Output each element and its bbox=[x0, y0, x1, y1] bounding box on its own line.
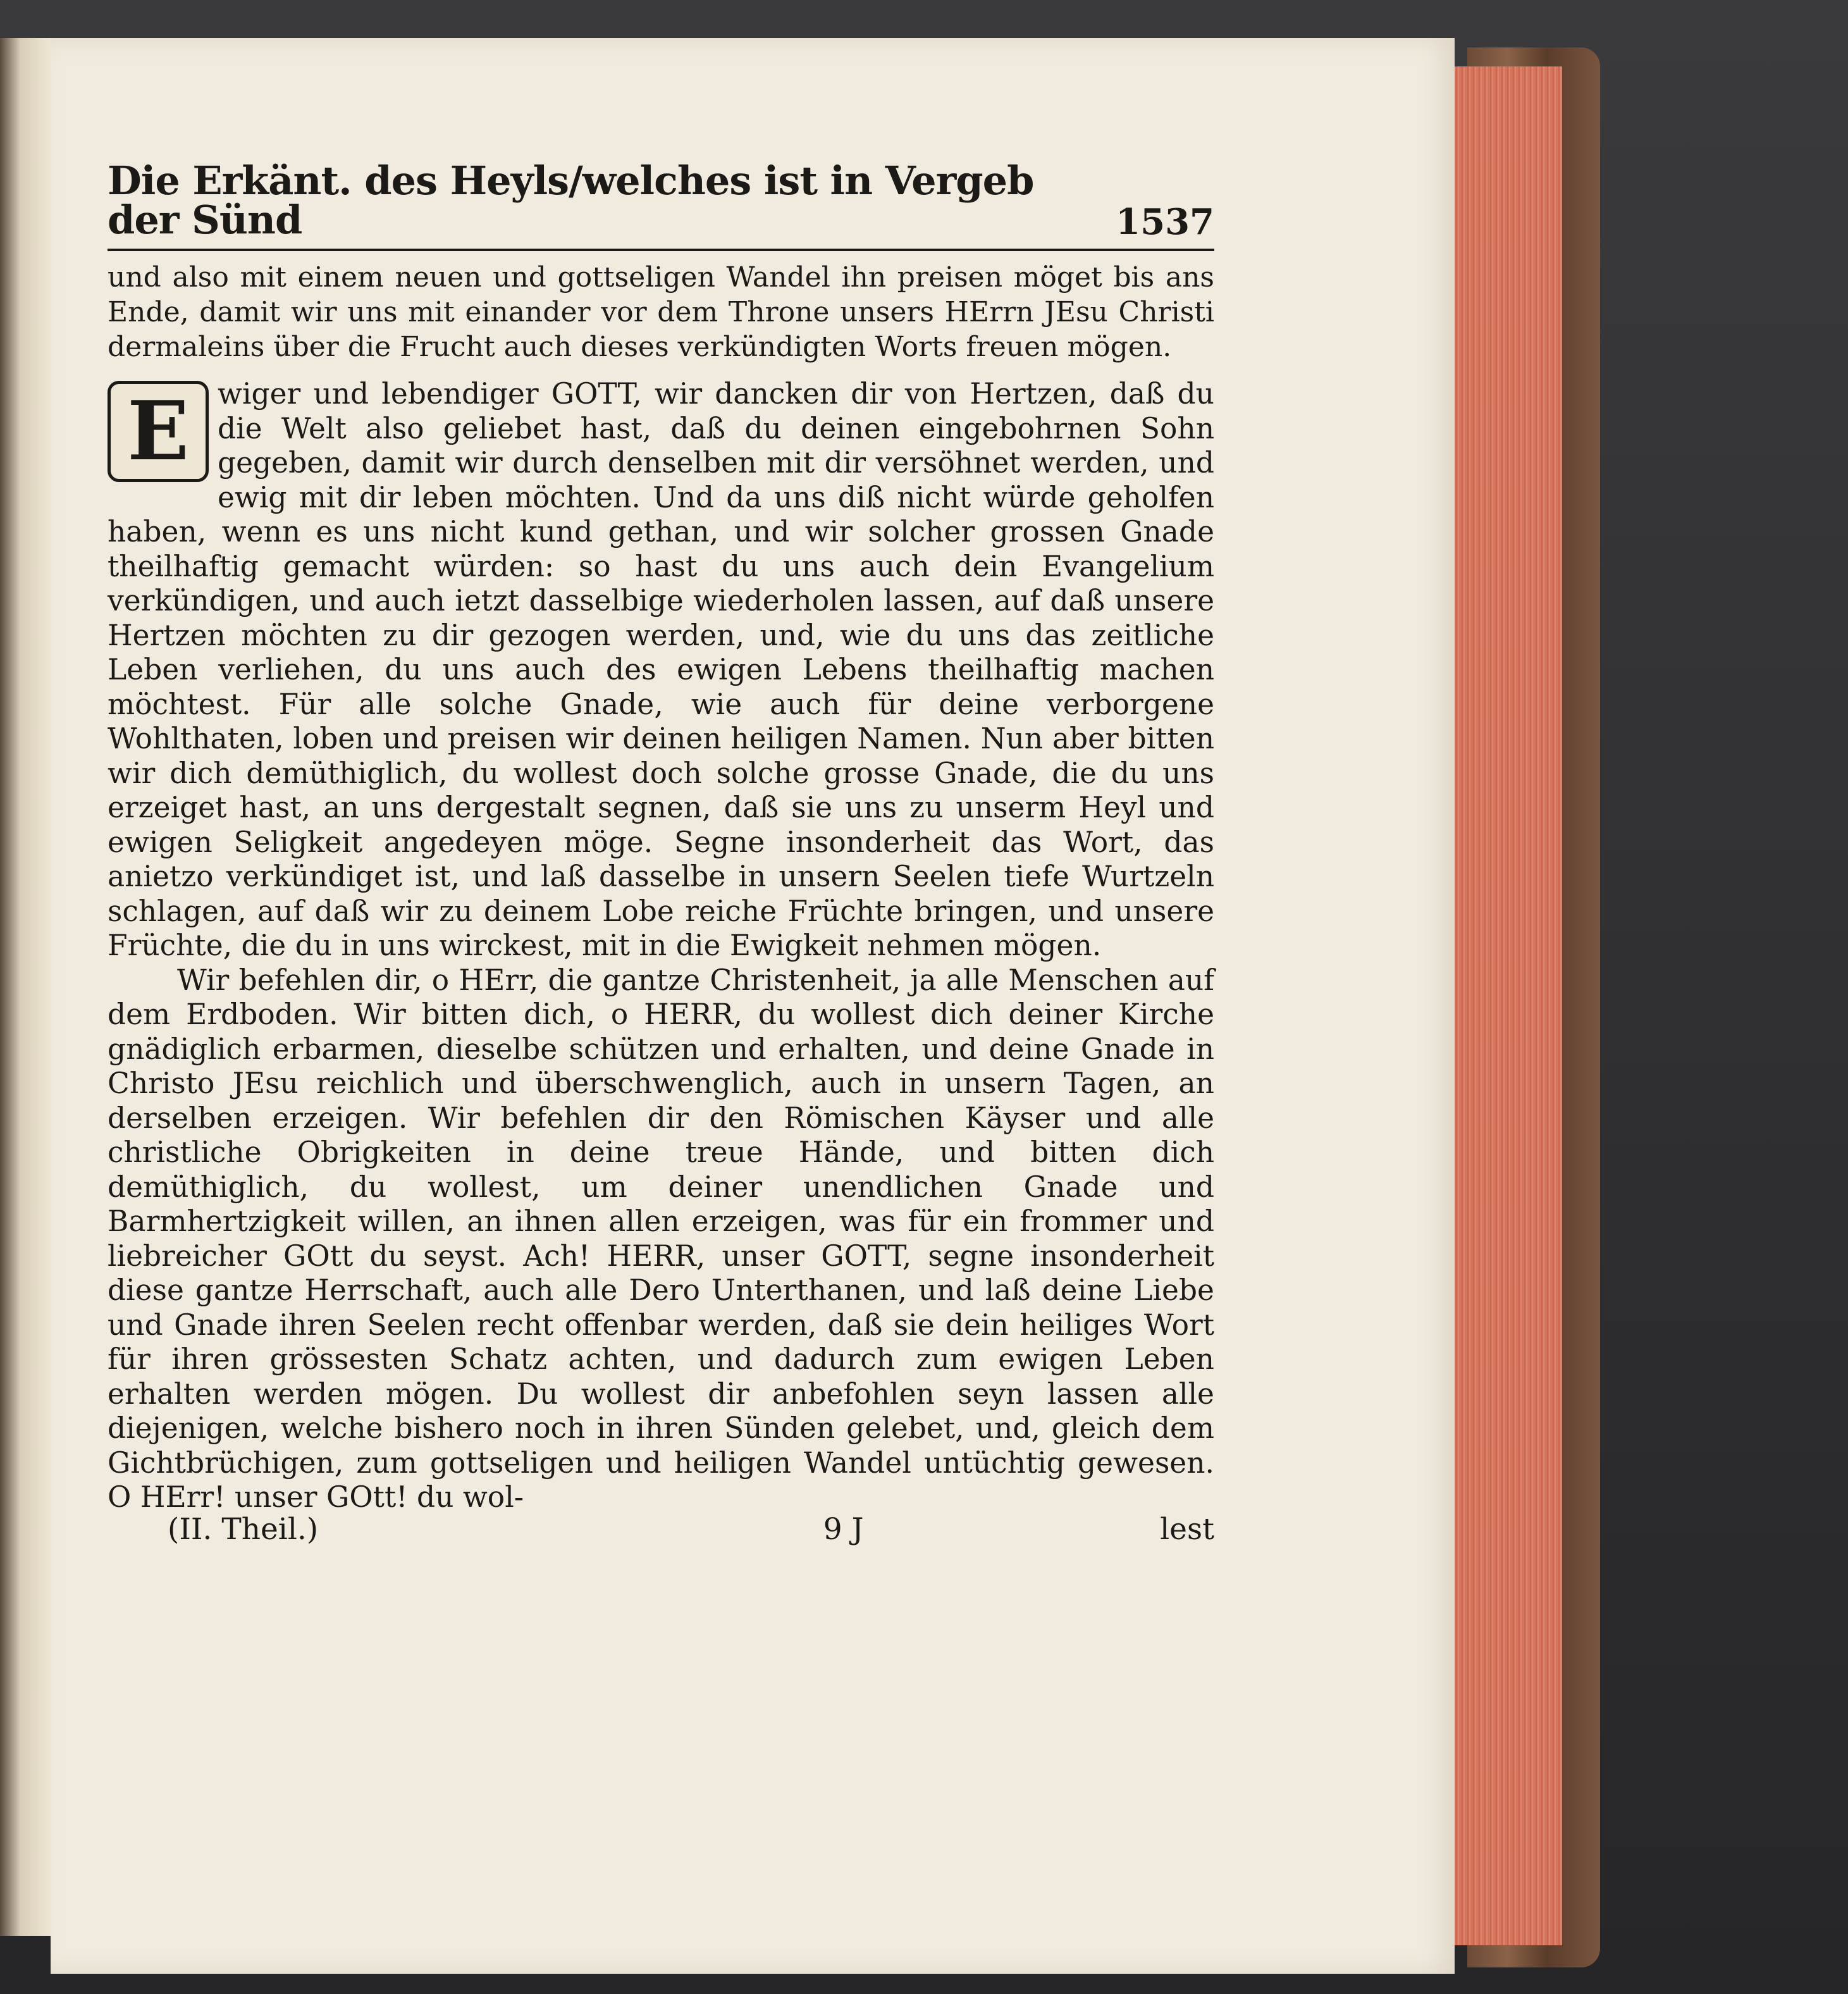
page-footer bbox=[108, 1513, 1214, 1547]
signature-mark: 9 J bbox=[823, 1511, 864, 1547]
page-text bbox=[108, 158, 1214, 1547]
red-page-edges bbox=[1455, 66, 1562, 1945]
sermon-conclusion: und also mit einem neuen und gottseligen Wandel ihn preisen möget bis ans Ende, damit wir uns mit einander vor dem Throne unsers HErrn JEsu Christi dermaleins über die Frucht auch dieses verkündigten Worts freuen mögen. bbox=[108, 261, 1214, 363]
running-header bbox=[108, 158, 1214, 251]
running-title: Die Erkänt. des Heyls/welches ist in Vergeb der Sünd bbox=[108, 158, 1034, 243]
prayer-paragraph-1 bbox=[108, 377, 1214, 963]
left-page-edge bbox=[0, 38, 51, 1936]
page-number: 1537 bbox=[1116, 201, 1214, 243]
drop-cap-initial: E bbox=[108, 381, 209, 482]
catchword: lest bbox=[1160, 1511, 1214, 1547]
prayer-paragraph-1-text: wiger und lebendiger GOTT, wir dancken dir von Hertzen, daß du die Welt also geliebet hast, daß du deinen eingebohrnen Sohn gegeben, damit wir durch denselben mit dir versöhnet werden, und ewig mit dir leben möchten. Und da uns diß nicht würde geholfen haben, wenn es uns nicht kund gethan, und wir solcher grossen Gnade theilhaftig gemacht würden: so hast du uns auch dein Evangelium verkündigen, und auch ietzt dasselbige wiederholen lassen, auf daß unsere Hertzen möchten zu dir gezogen werden, und, wie du uns das zeitliche Leben verliehen, du uns auch des ewigen Lebens theilhaftig machen möchtest. Für alle solche Gnade, wie auch für deine verborgene Wohlthaten, loben und preisen wir deinen heiligen Namen. Nun aber bitten wir dich demüthiglich, du wollest doch solche grosse Gnade, die du uns erzeiget hast, an uns dergestalt segnen, daß sie uns zu unserm Heyl und ewigen Seligkeit angedeyen möge. Segne insonderheit das Wort, das anietzo verkündiget ist, und laß dasselbe in unsern Seelen tiefe Wurtzeln schlagen, auf daß wir zu deinem Lobe reiche Früchte bringen, und unsere Früchte, die du in uns wirckest, mit in die Ewigkeit nehmen mögen. bbox=[108, 377, 1214, 962]
prayer-paragraph-2: Wir befehlen dir, o HErr, die gantze Christenheit, ja alle Menschen auf dem Erdboden. Wir bitten dich, o HERR, du wollest dich deiner Kirche gnädiglich erbarmen, dieselbe schützen und erhalten, und deine Gnade in Christo JEsu reichlich und überschwenglich, auch in unsern Tagen, an derselben erzeigen. Wir befehlen dir den Römischen Käyser und alle christliche Obrigkeiten in deine treue Hände, und bitten dich demüthiglich, du wollest, um deiner unendlichen Gnade und Barmhertzigkeit willen, an ihnen allen erzeigen, was für ein frommer und liebreicher GOtt du seyst. Ach! HERR, unser GOTT, segne insonderheit diese gantze Herrschaft, auch alle Dero Unterthanen, und laß deine Liebe und Gnade ihren Seelen recht offenbar werden, daß sie dein heiliges Wort für ihren grössesten Schatz achten, und dadurch zum ewigen Leben erhalten werden mögen. Du wollest dir anbefohlen seyn lassen alle diejenigen, welche bishero noch in ihren Sünden gelebet, und, gleich dem Gichtbrüchigen, zum gottseligen und heiligen Wandel untüchtig gewesen. O HErr! unser GOtt! du wol- bbox=[108, 963, 1214, 1514]
volume-label: (II. Theil.) bbox=[168, 1511, 319, 1547]
prayer-text bbox=[108, 377, 1214, 1515]
